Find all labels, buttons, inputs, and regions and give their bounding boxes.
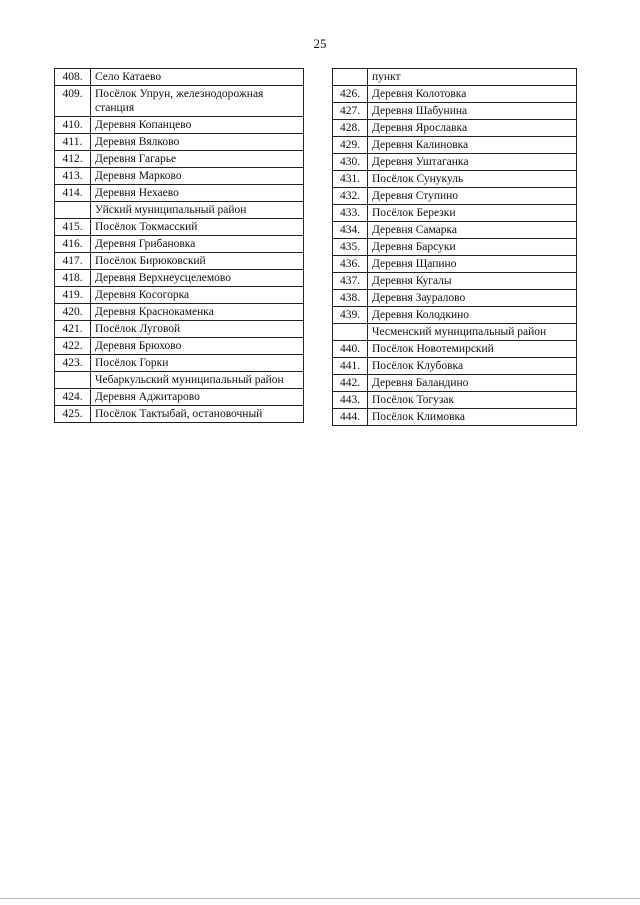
row-number: 435. xyxy=(333,239,368,256)
row-number: 441. xyxy=(333,358,368,375)
settlement-name: Посёлок Сунукуль xyxy=(368,171,577,188)
row-number: 443. xyxy=(333,392,368,409)
row-number: 419. xyxy=(55,287,91,304)
row-number xyxy=(333,324,368,341)
table-row xyxy=(333,290,577,307)
table-row xyxy=(333,409,577,426)
settlement-name: Деревня Косогорка xyxy=(91,287,304,304)
row-number: 438. xyxy=(333,290,368,307)
settlement-name: Посёлок Горки xyxy=(91,355,304,372)
row-number: 444. xyxy=(333,409,368,426)
settlement-name: Деревня Уштаганка xyxy=(368,154,577,171)
settlement-name: Деревня Верхнеусцелемово xyxy=(91,270,304,287)
row-number xyxy=(55,372,91,389)
table-row xyxy=(55,321,304,338)
table-row xyxy=(333,154,577,171)
settlement-name: Посёлок Клубовка xyxy=(368,358,577,375)
settlement-name: Посёлок Тактыбай, остановочный xyxy=(91,406,304,423)
row-number: 426. xyxy=(333,86,368,103)
settlement-name: Чесменский муниципальный район xyxy=(368,324,577,341)
table-row xyxy=(55,202,304,219)
table-row xyxy=(55,86,304,117)
table-row xyxy=(333,222,577,239)
row-number: 421. xyxy=(55,321,91,338)
table-row xyxy=(333,307,577,324)
settlement-name: Посёлок Новотемирский xyxy=(368,341,577,358)
table-row xyxy=(333,205,577,222)
settlement-name: Посёлок Луговой xyxy=(91,321,304,338)
row-number: 431. xyxy=(333,171,368,188)
table-row xyxy=(333,120,577,137)
row-number: 414. xyxy=(55,185,91,202)
row-number: 415. xyxy=(55,219,91,236)
settlement-name: Деревня Ступино xyxy=(368,188,577,205)
table-row xyxy=(55,168,304,185)
table-row xyxy=(333,256,577,273)
table-row xyxy=(55,372,304,389)
settlements-table-right xyxy=(332,68,577,426)
table-row xyxy=(55,270,304,287)
table-row xyxy=(333,358,577,375)
table-row xyxy=(333,341,577,358)
table-row xyxy=(55,236,304,253)
settlement-name: Деревня Колодкино xyxy=(368,307,577,324)
table-row xyxy=(333,103,577,120)
row-number: 437. xyxy=(333,273,368,290)
table-row xyxy=(333,69,577,86)
settlement-name: Деревня Марково xyxy=(91,168,304,185)
settlement-name: Посёлок Березки xyxy=(368,205,577,222)
table-row xyxy=(333,392,577,409)
row-number: 429. xyxy=(333,137,368,154)
row-number: 409. xyxy=(55,86,91,117)
table-row xyxy=(55,185,304,202)
row-number: 410. xyxy=(55,117,91,134)
row-number: 433. xyxy=(333,205,368,222)
settlement-name: Деревня Кугалы xyxy=(368,273,577,290)
settlement-name: Деревня Аджитарово xyxy=(91,389,304,406)
settlement-name: Деревня Нехаево xyxy=(91,185,304,202)
row-number: 417. xyxy=(55,253,91,270)
table-row xyxy=(55,287,304,304)
table-row xyxy=(55,355,304,372)
settlement-name: Посёлок Тогузак xyxy=(368,392,577,409)
settlement-name: Уйский муниципальный район xyxy=(91,202,304,219)
row-number: 418. xyxy=(55,270,91,287)
row-number: 422. xyxy=(55,338,91,355)
settlement-name: Посёлок Бирюковский xyxy=(91,253,304,270)
row-number: 423. xyxy=(55,355,91,372)
table-row xyxy=(333,171,577,188)
settlement-name: Деревня Самарка xyxy=(368,222,577,239)
settlement-name: Деревня Баландино xyxy=(368,375,577,392)
table-row xyxy=(55,151,304,168)
settlement-name: Деревня Вялково xyxy=(91,134,304,151)
row-number xyxy=(55,202,91,219)
settlement-name: пункт xyxy=(368,69,577,86)
row-number: 434. xyxy=(333,222,368,239)
settlement-name: Деревня Барсуки xyxy=(368,239,577,256)
table-row xyxy=(55,389,304,406)
settlement-name: Посёлок Климовка xyxy=(368,409,577,426)
settlement-name: Деревня Колотовка xyxy=(368,86,577,103)
settlement-name: Посёлок Упрун, железнодорожная станция xyxy=(91,86,304,117)
table-row xyxy=(55,69,304,86)
table-row xyxy=(55,117,304,134)
table-row xyxy=(333,137,577,154)
table-row xyxy=(55,304,304,321)
row-number: 436. xyxy=(333,256,368,273)
row-number: 442. xyxy=(333,375,368,392)
settlement-name: Посёлок Токмасский xyxy=(91,219,304,236)
page-number: 25 xyxy=(313,36,327,51)
settlement-name: Село Катаево xyxy=(91,69,304,86)
row-number: 412. xyxy=(55,151,91,168)
settlement-name: Деревня Зауралово xyxy=(368,290,577,307)
settlement-name: Деревня Ярославка xyxy=(368,120,577,137)
table-row xyxy=(333,273,577,290)
table-row xyxy=(55,253,304,270)
row-number xyxy=(333,69,368,86)
settlement-name: Деревня Гагарье xyxy=(91,151,304,168)
row-number: 413. xyxy=(55,168,91,185)
table-row xyxy=(55,406,304,423)
settlement-name: Деревня Краснокаменка xyxy=(91,304,304,321)
table-row xyxy=(55,219,304,236)
table-row xyxy=(333,86,577,103)
row-number: 416. xyxy=(55,236,91,253)
row-number: 439. xyxy=(333,307,368,324)
row-number: 408. xyxy=(55,69,91,86)
settlement-name: Деревня Грибановка xyxy=(91,236,304,253)
row-number: 428. xyxy=(333,120,368,137)
row-number: 424. xyxy=(55,389,91,406)
row-number: 420. xyxy=(55,304,91,321)
row-number: 430. xyxy=(333,154,368,171)
row-number: 440. xyxy=(333,341,368,358)
settlement-name: Чебаркульский муниципальный район xyxy=(91,372,304,389)
row-number: 427. xyxy=(333,103,368,120)
table-row xyxy=(333,239,577,256)
table-row xyxy=(55,134,304,151)
settlement-name: Деревня Копанцево xyxy=(91,117,304,134)
row-number: 432. xyxy=(333,188,368,205)
settlement-name: Деревня Шабунина xyxy=(368,103,577,120)
bottom-rule xyxy=(0,898,640,899)
table-row xyxy=(333,324,577,341)
settlement-name: Деревня Калиновка xyxy=(368,137,577,154)
row-number: 425. xyxy=(55,406,91,423)
settlements-table-left xyxy=(54,68,304,423)
row-number: 411. xyxy=(55,134,91,151)
settlement-name: Деревня Щапино xyxy=(368,256,577,273)
table-row xyxy=(55,338,304,355)
table-row xyxy=(333,188,577,205)
settlement-name: Деревня Брюхово xyxy=(91,338,304,355)
table-row xyxy=(333,375,577,392)
